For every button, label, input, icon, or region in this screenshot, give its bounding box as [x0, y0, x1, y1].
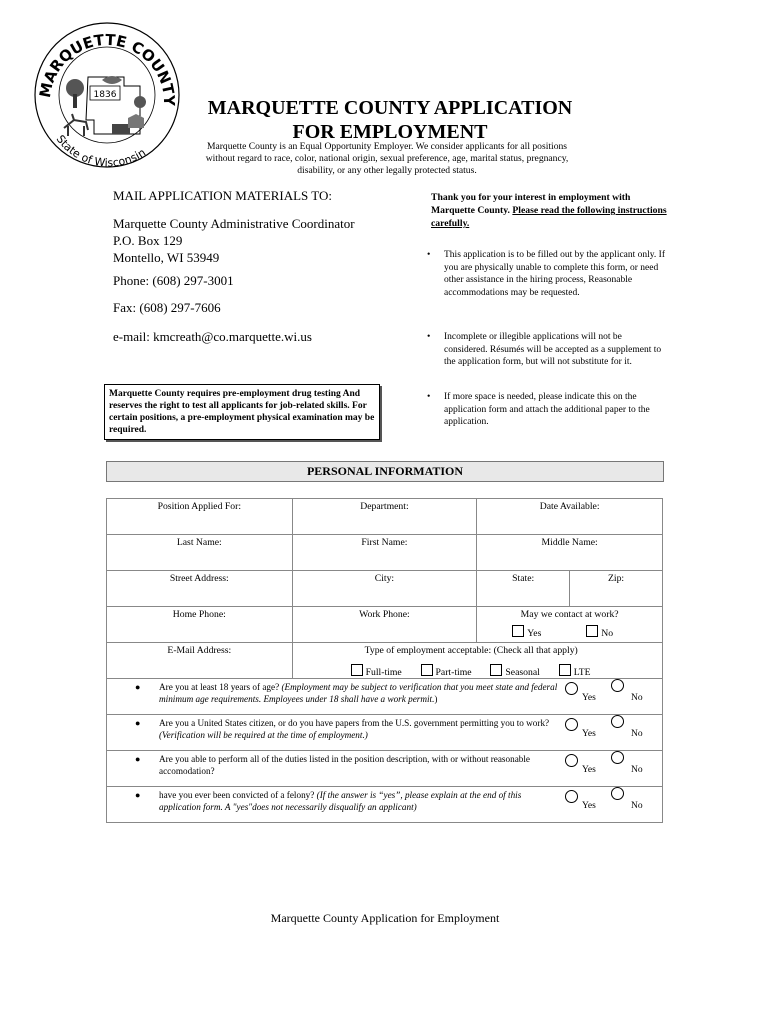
mail-email: e-mail: kmcreath@co.marquette.wi.us: [113, 329, 312, 344]
duties-no-radio[interactable]: [611, 751, 624, 764]
instruction-item: • This application is to be filled out by the applicant only. If you are physically unable to complete this form, or need other assistance in the hiring process, Reasonable accommodations may be requested.: [427, 250, 666, 298]
first-name-field[interactable]: First Name:: [292, 535, 477, 571]
age-yes-radio[interactable]: [565, 682, 578, 695]
drug-testing-notice: Marquette County requires pre-employment drug testing And reserves the right to test all applicants for job-related skills. For certain positions, a pre-employment physical examination may be required.: [104, 384, 380, 440]
section-title-personal-information: PERSONAL INFORMATION: [106, 461, 664, 482]
seal-state-text: State of Wisconsin: [53, 132, 149, 170]
page-footer: Marquette County Application for Employment: [270, 911, 500, 925]
seal-county-text: MARQUETTE COUNTY: [35, 30, 179, 107]
mail-address: Marquette County Administrative Coordinator P.O. Box 129 Montello, WI 53949: [113, 216, 355, 265]
mail-phone: Phone: (608) 297-3001: [113, 273, 234, 288]
duties-yes-radio[interactable]: [565, 754, 578, 767]
question-age: ● Are you at least 18 years of age? (Employment may be subject to verification that you meet state and federal minimum age requirements. Employees under 18 shall have a work permit.) Yes No: [107, 679, 662, 715]
email-field[interactable]: E-Mail Address:: [107, 643, 293, 679]
mail-fax: Fax: (608) 297-7606: [113, 300, 221, 315]
personal-info-form: [106, 498, 663, 823]
felony-no-radio[interactable]: [611, 787, 624, 800]
last-name-field[interactable]: Last Name:: [107, 535, 293, 571]
eligibility-questions: [107, 679, 663, 823]
county-seal: [32, 20, 182, 170]
street-address-field[interactable]: Street Address:: [107, 571, 293, 607]
zip-field[interactable]: Zip:: [570, 571, 663, 607]
felony-yes-radio[interactable]: [565, 790, 578, 803]
work-phone-field[interactable]: Work Phone:: [292, 607, 477, 643]
instruction-item: • If more space is needed, please indicate this on the application form and attach the additional paper to the application.: [427, 392, 650, 427]
department-field[interactable]: Department:: [292, 499, 477, 535]
contact-no-checkbox[interactable]: [586, 625, 598, 637]
question-duties: ● Are you able to perform all of the duties listed in the position description, with or without reasonable accomodation? Yes No: [107, 751, 662, 787]
contact-yes-checkbox[interactable]: [512, 625, 524, 637]
contact-at-work: May we contact at work? Yes No: [477, 607, 663, 643]
question-felony: ● have you ever been convicted of a felony? (If the answer is “yes”, please explain at the end of this application form. A "yes"does not necessarily disqualify an applicant) Yes No: [107, 787, 662, 822]
seasonal-checkbox[interactable]: [490, 664, 502, 676]
middle-name-field[interactable]: Middle Name:: [477, 535, 663, 571]
instruction-item: • Incomplete or illegible applications will not be considered. Résumés will be accepted as a supplement to the application form, but will not substitute for it.: [427, 332, 662, 367]
question-citizen: ● Are you a United States citizen, or do you have papers from the U.S. government permitting you to work?(Verification will be required at the time of employment.) Yes No: [107, 715, 662, 751]
employment-type: Type of employment acceptable: (Check all that apply) Full-time Part-time Seasonal LTE: [292, 643, 662, 679]
date-available-field[interactable]: Date Available:: [477, 499, 663, 535]
citizen-yes-radio[interactable]: [565, 718, 578, 731]
state-field[interactable]: State:: [477, 571, 570, 607]
eeo-statement: Marquette County is an Equal Opportunity Employer. We consider applicants for all positions without regard to race, color, national origin, sexual preference, age, marital status, pregnancy, disability, or any other legally protected status.: [205, 141, 569, 176]
city-field[interactable]: City:: [292, 571, 477, 607]
part-time-checkbox[interactable]: [421, 664, 433, 676]
full-time-checkbox[interactable]: [351, 664, 363, 676]
home-phone-field[interactable]: Home Phone:: [107, 607, 293, 643]
age-no-radio[interactable]: [611, 679, 624, 692]
mail-heading: MAIL APPLICATION MATERIALS TO:: [113, 188, 332, 203]
page-title: MARQUETTE COUNTY APPLICATION FOR EMPLOYMENT: [207, 97, 573, 143]
thanks-note: Thank you for your interest in employment with Marquette County. Please read the following instructions carefully.: [431, 192, 667, 229]
seal-year: 1836: [93, 90, 117, 100]
position-applied-field[interactable]: Position Applied For:: [107, 499, 293, 535]
citizen-no-radio[interactable]: [611, 715, 624, 728]
lte-checkbox[interactable]: [559, 664, 571, 676]
